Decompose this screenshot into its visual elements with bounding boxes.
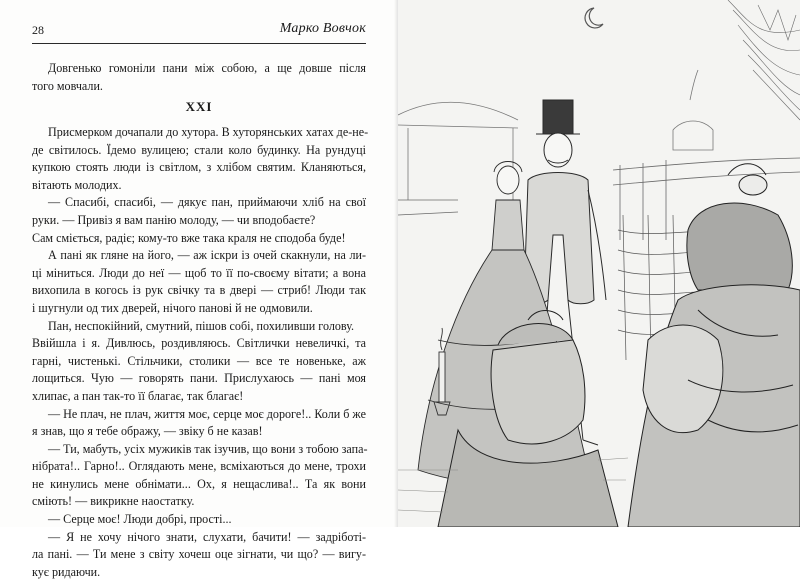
- text-line: кує ридаючи.: [32, 564, 101, 579]
- text-line: — Ти, мабуть, усіх мужиків так ізучив, що вони з тобою запа-: [48, 441, 368, 456]
- text-line: вітають молодих.: [32, 177, 122, 192]
- chapter-heading: XXI: [185, 99, 213, 114]
- text-line: — Не плач, не плач, життя моє, серце моє дороге!.. Коли б же: [48, 406, 366, 421]
- text-line: і шугнули од тих дверей, нічого панові й не одмовили.: [32, 300, 313, 315]
- page-header: [32, 22, 366, 42]
- chapter-body: [32, 124, 369, 581]
- text-line: де світилось. Їдемо вулицею; стали коло будинку. На рундуці: [32, 142, 366, 157]
- text-line: хлипає, а пан так-то її благає, так благає!: [32, 388, 244, 403]
- text-line: не кинулись мене обнімати... Ох, я нещаслива!.. Та як вони: [32, 476, 366, 491]
- text-line: — Я не хочу нічого знати, слухати, бачити! — задріботі-: [48, 529, 366, 544]
- text-line: ці міниться. Люди до неї — щоб то її по-своєму вітати; а вона: [32, 265, 366, 280]
- page-number: 28: [32, 23, 44, 37]
- header-rule: [32, 43, 366, 44]
- text-line: того мовчали.: [32, 78, 103, 93]
- text-line: нібрата!.. Гарно!.. Оглядають мене, всміхаються до мене, трохи: [32, 459, 366, 474]
- text-line: сміють! — викрикне наостатку.: [32, 494, 195, 509]
- text-line: Сам сміється, радіє; кому-то вже така краля не сподоба буде!: [32, 230, 346, 245]
- text-line: ла пані. — Ти мене з світу хочеш оце зігнати, чи що? — вигу-: [32, 547, 366, 562]
- intro-paragraph: [32, 60, 366, 95]
- text-line: А пані як гляне на його, — аж іскри із очей скакнули, на ли-: [48, 248, 366, 263]
- text-line: лощиться. Чую — говорять пани. Прислухаюсь — пані моя: [32, 371, 366, 386]
- illustration-sketch: [398, 0, 800, 527]
- text-line: гарні, чистенькі. Стільчики, столики — все те новеньке, аж: [32, 353, 366, 368]
- text-line: Довгенько гомоніли пани між собою, а ще довше після: [48, 61, 366, 75]
- running-title: Марко Вовчок: [279, 21, 366, 36]
- text-line: вихопила в когось із рук свічку та в двері — стриб! Люди так: [32, 283, 366, 298]
- text-line: Пан, неспокійний, смутний, пішов собі, похиливши голову.: [48, 318, 355, 333]
- text-line: Ввійшла і я. Дивлюсь, роздивляюсь. Світлички невеличкі, та: [32, 336, 366, 351]
- text-line: — Серце моє! Люди добрі, прості...: [48, 512, 232, 527]
- text-line: Присмерком дочапали до хутора. В хуторянських хатах де-не-: [48, 125, 369, 139]
- text-line: — Спасибі, спасибі, — дякує пан, приймаючи хліб на свої: [48, 195, 366, 210]
- left-page: [0, 0, 398, 579]
- right-page-illustration: [398, 0, 800, 527]
- text-line: я знав, що я тебе ображу, — звіку б не казав!: [32, 424, 263, 439]
- text-line: купкою стоять люди із світлом, з хлібом святим. Кланяються,: [32, 160, 366, 175]
- text-line: руки. — Привіз я вам панію молоду, — чи вподобаєте?: [32, 212, 316, 227]
